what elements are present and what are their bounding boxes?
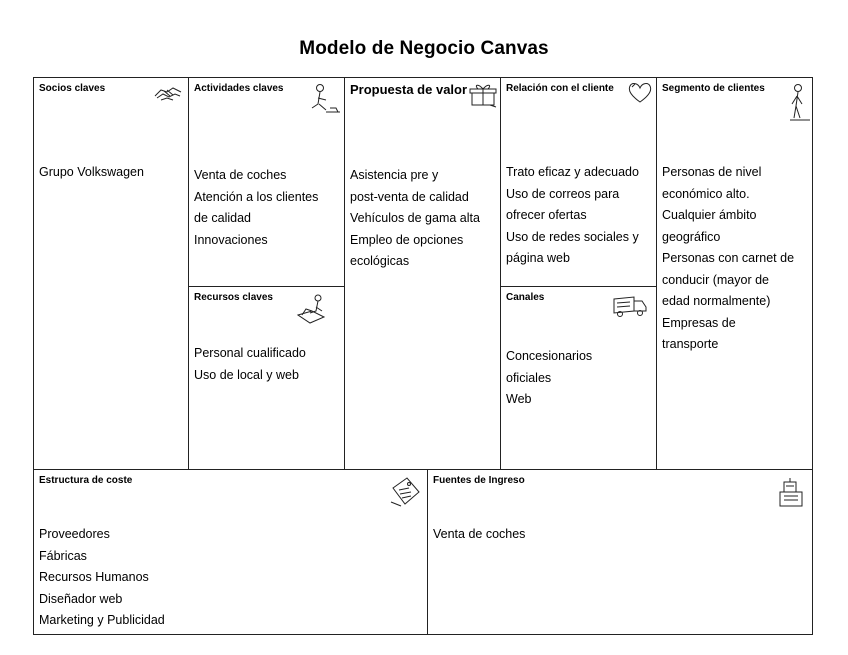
page-title: Modelo de Negocio Canvas <box>299 38 549 59</box>
block-socios-claves <box>33 77 189 470</box>
customer-icon <box>786 82 812 126</box>
handshake-icon <box>153 82 183 106</box>
content-line: Uso de correos para <box>506 186 620 201</box>
block-estructura-de-coste <box>33 469 428 635</box>
block-content <box>433 524 525 546</box>
block-content <box>39 162 144 184</box>
content-line: Personal cualificado <box>194 346 306 360</box>
block-segmento-de-clientes <box>656 77 813 470</box>
block-label: Estructura de coste <box>39 475 133 486</box>
content-line: Venta de coches <box>433 527 526 541</box>
delivery-truck-icon <box>612 293 648 319</box>
content-line: Cualquier ámbito <box>662 208 757 222</box>
content-line: Personas de nivel <box>662 165 762 179</box>
block-label: Fuentes de Ingreso <box>433 475 525 486</box>
content-line: Venta de coches <box>194 168 287 182</box>
content-line: edad normalmente) <box>662 294 771 308</box>
content-line: Empresas de <box>662 315 736 330</box>
block-label: Actividades claves <box>194 83 284 94</box>
worker-icon <box>306 82 342 116</box>
content-line: geográfico <box>662 229 721 244</box>
content-line: Diseñador web <box>39 591 123 606</box>
content-line: Atención a los clientes <box>194 189 319 204</box>
content-line: ofrecer ofertas <box>506 208 587 222</box>
block-content <box>194 343 306 386</box>
price-tag-icon <box>389 474 423 508</box>
block-propuesta-de-valor <box>344 77 501 470</box>
block-label: Canales <box>506 292 545 303</box>
cash-register-icon <box>776 476 806 510</box>
block-label: Recursos claves <box>194 292 273 303</box>
heart-icon <box>626 81 654 105</box>
content-line: Web <box>506 392 532 406</box>
block-label: Socios claves <box>39 83 106 94</box>
content-line: Uso de local y web <box>194 367 299 382</box>
block-content <box>39 524 165 632</box>
content-line: transporte <box>662 337 719 351</box>
content-line: Marketing y Publicidad <box>39 613 165 627</box>
gift-icon <box>468 81 498 109</box>
content-line: página web <box>506 251 570 265</box>
block-relacion-con-el-cliente <box>500 77 657 287</box>
content-line: ecológicas <box>350 254 410 268</box>
block-content <box>662 162 794 356</box>
block-actividades-claves <box>188 77 345 287</box>
block-label: Propuesta de valor <box>350 82 468 97</box>
block-recursos-claves <box>188 286 345 470</box>
content-line: post-venta de calidad <box>350 189 469 204</box>
content-line: Concesionarios <box>506 349 593 363</box>
content-line: Personas con carnet de <box>662 251 795 265</box>
content-line: Fábricas <box>39 548 87 563</box>
block-canales <box>500 286 657 470</box>
block-label: Segmento de clientes <box>662 83 765 94</box>
content-line: económico alto. <box>662 186 750 201</box>
block-label: Relación con el cliente <box>506 83 614 94</box>
content-line: Vehículos de gama alta <box>350 211 480 225</box>
content-line: Uso de redes sociales y <box>506 229 639 244</box>
content-line: de calidad <box>194 211 251 225</box>
block-content <box>194 165 318 251</box>
content-line: conducir (mayor de <box>662 272 769 287</box>
content-line: oficiales <box>506 370 552 385</box>
content-line: Trato eficaz y adecuado <box>506 165 639 179</box>
business-model-canvas <box>33 77 813 635</box>
content-line: Innovaciones <box>194 232 268 247</box>
block-content <box>506 346 592 411</box>
block-content <box>350 165 480 273</box>
content-line: Empleo de opciones <box>350 232 464 247</box>
block-content <box>506 162 639 270</box>
content-line: Grupo Volkswagen <box>39 165 144 179</box>
content-line: Proveedores <box>39 527 110 541</box>
block-fuentes-de-ingreso <box>427 469 813 635</box>
content-line: Recursos Humanos <box>39 570 149 584</box>
person-at-desk-icon <box>296 293 326 327</box>
content-line: Asistencia pre y <box>350 168 439 182</box>
